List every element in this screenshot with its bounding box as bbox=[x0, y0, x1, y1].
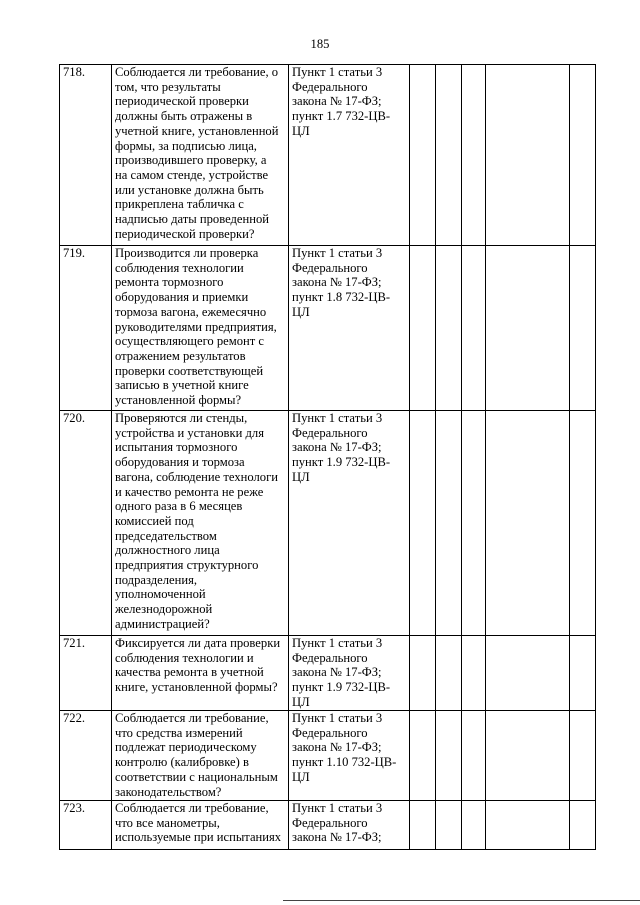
answer-cell bbox=[570, 411, 596, 636]
item-number: 718. bbox=[60, 65, 112, 246]
legal-reference: Пункт 1 статьи 3 Федерального закона № 17-ФЗ; пункт 1.7 732-ЦВ- ЦЛ bbox=[289, 65, 410, 246]
answer-cell bbox=[436, 711, 462, 801]
answer-cell bbox=[462, 801, 486, 850]
item-number: 722. bbox=[60, 711, 112, 801]
checklist-table bbox=[59, 64, 596, 850]
table-row bbox=[60, 636, 596, 711]
answer-cell bbox=[570, 636, 596, 711]
legal-reference: Пункт 1 статьи 3 Федерального закона № 17-ФЗ; bbox=[289, 801, 410, 850]
requirement-question: Соблюдается ли требование, что средства измерений подлежат периодическому контролю (калибровке) в соответствии с национальным законодательством? bbox=[112, 711, 289, 801]
legal-reference: Пункт 1 статьи 3 Федерального закона № 17-ФЗ; пункт 1.10 732-ЦВ- ЦЛ bbox=[289, 711, 410, 801]
answer-cell bbox=[410, 711, 436, 801]
answer-cell bbox=[462, 711, 486, 801]
requirement-question: Производится ли проверка соблюдения технологии ремонта тормозного оборудования и приемки тормоза вагона, ежемесячно руководителями предприятия, осуществляющего ремонт с отражением результатов проверки соответствующей записью в учетной книге установленной формы? bbox=[112, 246, 289, 411]
answer-cell bbox=[410, 801, 436, 850]
requirement-question: Соблюдается ли требование, что все манометры, используемые при испытаниях bbox=[112, 801, 289, 850]
requirement-question: Фиксируется ли дата проверки соблюдения технологии и качества ремонта в учетной книге, установленной формы? bbox=[112, 636, 289, 711]
answer-cell bbox=[570, 65, 596, 246]
answer-cell bbox=[486, 636, 570, 711]
item-number: 720. bbox=[60, 411, 112, 636]
requirement-question: Соблюдается ли требование, о том, что результаты периодической проверки должны быть отражены в учетной книге, установленной формы, за подписью лица, производившего проверку, а на самом стенде, устройстве или установке должна быть прикреплена табличка с надписью даты проведенной периодической проверки? bbox=[112, 65, 289, 246]
page-number: 185 bbox=[310, 37, 330, 51]
answer-cell bbox=[436, 636, 462, 711]
answer-cell bbox=[410, 65, 436, 246]
table-row bbox=[60, 65, 596, 246]
answer-cell bbox=[570, 801, 596, 850]
answer-cell bbox=[486, 65, 570, 246]
item-number: 719. bbox=[60, 246, 112, 411]
item-number: 721. bbox=[60, 636, 112, 711]
table-row bbox=[60, 246, 596, 411]
answer-cell bbox=[410, 411, 436, 636]
answer-cell bbox=[410, 636, 436, 711]
answer-cell bbox=[436, 801, 462, 850]
answer-cell bbox=[462, 411, 486, 636]
table-row bbox=[60, 801, 596, 850]
answer-cell bbox=[410, 246, 436, 411]
answer-cell bbox=[436, 411, 462, 636]
table-row bbox=[60, 711, 596, 801]
answer-cell bbox=[486, 246, 570, 411]
answer-cell bbox=[436, 246, 462, 411]
answer-cell bbox=[486, 801, 570, 850]
legal-reference: Пункт 1 статьи 3 Федерального закона № 17-ФЗ; пункт 1.9 732-ЦВ- ЦЛ bbox=[289, 411, 410, 636]
scan-edge-line bbox=[283, 900, 640, 901]
answer-cell bbox=[462, 246, 486, 411]
answer-cell bbox=[436, 65, 462, 246]
answer-cell bbox=[462, 636, 486, 711]
answer-cell bbox=[570, 711, 596, 801]
legal-reference: Пункт 1 статьи 3 Федерального закона № 17-ФЗ; пункт 1.9 732-ЦВ- ЦЛ bbox=[289, 636, 410, 711]
answer-cell bbox=[462, 65, 486, 246]
requirement-question: Проверяются ли стенды, устройства и установки для испытания тормозного оборудования и тормоза вагона, соблюдение технологи и качество ремонта не реже одного раза в 6 месяцев комиссией под председательством должностного лица предприятия структурного подразделения, уполномоченной железнодорожной администрацией? bbox=[112, 411, 289, 636]
legal-reference: Пункт 1 статьи 3 Федерального закона № 17-ФЗ; пункт 1.8 732-ЦВ- ЦЛ bbox=[289, 246, 410, 411]
table-row bbox=[60, 411, 596, 636]
item-number: 723. bbox=[60, 801, 112, 850]
answer-cell bbox=[486, 711, 570, 801]
answer-cell bbox=[486, 411, 570, 636]
answer-cell bbox=[570, 246, 596, 411]
